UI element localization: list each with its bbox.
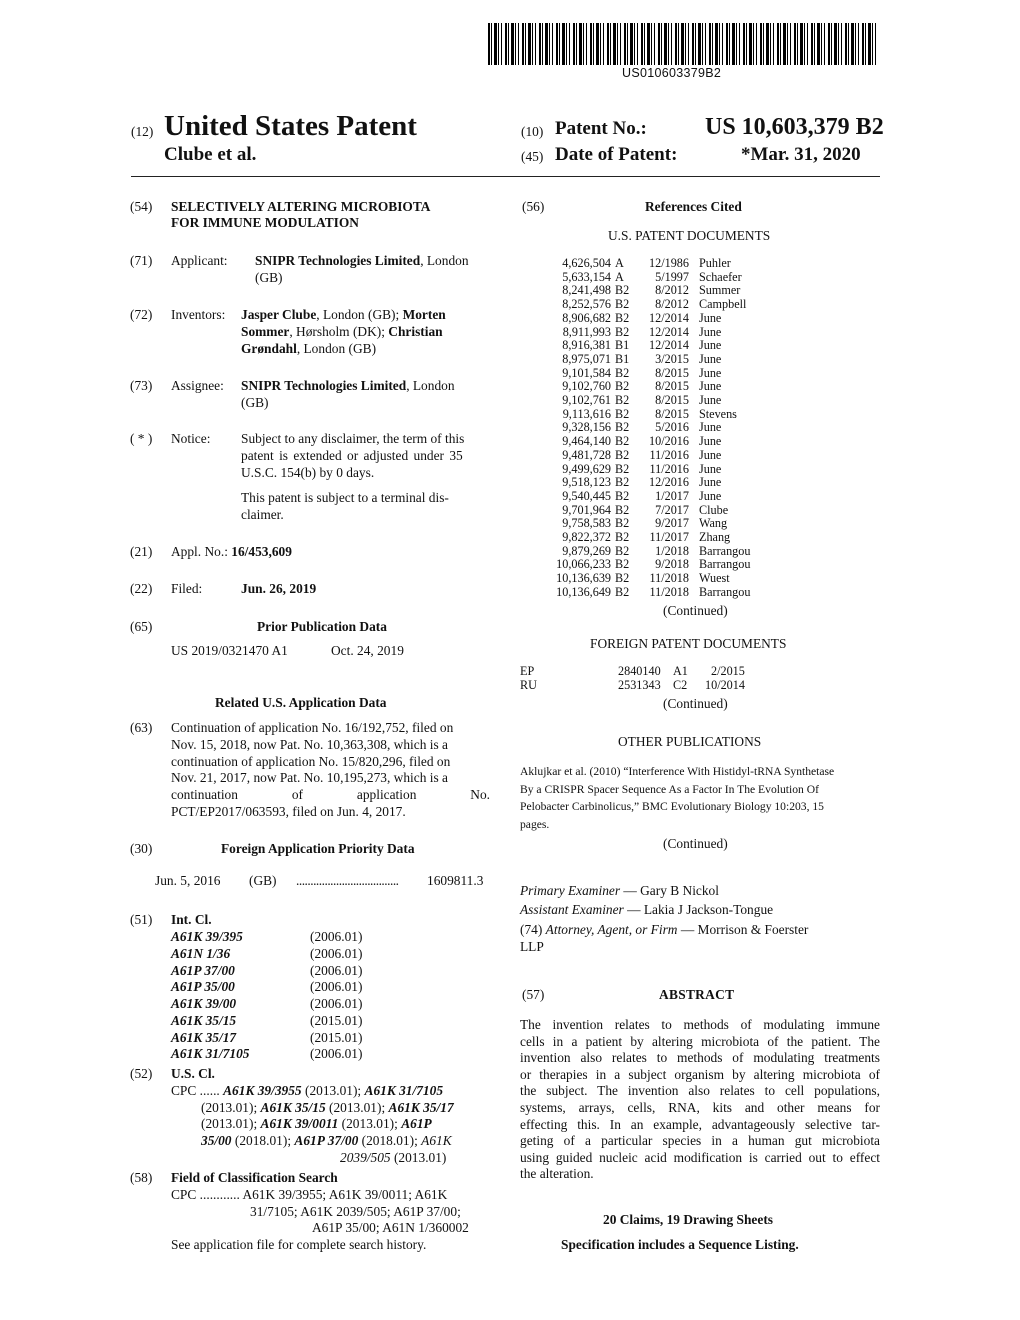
us-ref-row [533, 531, 793, 545]
us-ref-inventor: Stevens [699, 406, 737, 421]
patent-type-title: United States Patent [164, 110, 417, 142]
abstract-line: effecting this. In an example, advantageously selective tar- [520, 1116, 880, 1132]
us-ref-number: 9,102,760 [562, 379, 611, 394]
foreign-date: 10/2014 [705, 678, 745, 692]
int-class-year: (2015.01) [310, 1030, 363, 1045]
related-w1: continuation [171, 787, 238, 802]
prior-publication-date: Oct. 24, 2019 [331, 643, 404, 658]
us-ref-number: 9,499,629 [562, 461, 611, 476]
int-class-year: (2006.01) [310, 946, 363, 961]
us-ref-date: 1/2017 [655, 488, 689, 503]
attorney [520, 922, 808, 939]
us-ref-date: 3/2015 [655, 351, 689, 366]
us-ref-inventor: June [699, 365, 722, 380]
us-ref-row [533, 380, 793, 394]
us-ref-number: 9,518,123 [562, 475, 611, 490]
us-ref-number: 9,540,445 [562, 488, 611, 503]
int-class-year: (2006.01) [310, 963, 363, 978]
us-ref-kind: B2 [615, 393, 630, 407]
us-ref-number: 8,906,682 [562, 310, 611, 325]
code-72: (72) [130, 307, 153, 322]
attorney-line-2: LLP [520, 939, 544, 954]
us-cl-c6a: A61P [401, 1116, 432, 1131]
us-cl-dots: ...... [199, 1083, 220, 1098]
us-ref-date: 12/1986 [649, 256, 689, 270]
us-ref-kind: B2 [615, 310, 630, 325]
foreign-kind: C2 [673, 678, 688, 692]
us-ref-row [533, 558, 793, 572]
foreign-country: RU [520, 678, 537, 692]
references-heading: References Cited [645, 199, 742, 214]
us-ref-kind: B1 [615, 351, 630, 366]
us-cl-y8: (2013.01) [393, 1150, 447, 1165]
us-ref-inventor: Zhang [699, 530, 731, 544]
inventor-short: Clube et al. [164, 144, 257, 165]
us-ref-date: 11/2016 [649, 461, 689, 476]
us-ref-date: 11/2018 [649, 571, 689, 586]
us-ref-kind: A [615, 256, 624, 270]
us-ref-row [533, 284, 793, 298]
us-ref-inventor: June [699, 379, 722, 394]
us-cl-heading: U.S. Cl. [171, 1066, 215, 1081]
us-ref-row [533, 408, 793, 422]
assistant-examiner-name: — Lakia J Jackson-Tongue [623, 902, 774, 917]
code-58: (58) [130, 1170, 153, 1185]
us-cl-line-4 [201, 1133, 452, 1150]
code-56: (56) [522, 199, 545, 214]
int-class-code: A61N 1/36 [171, 946, 231, 961]
code-63: (63) [130, 720, 153, 735]
other-pub-line-2: By a CRISPR Spacer Sequence As a Factor In The Evolution Of [520, 783, 819, 796]
field-search-line-4: See application file for complete search history. [171, 1237, 427, 1252]
int-class-year: (2006.01) [310, 1046, 363, 1061]
inventor-2b: Sommer [241, 324, 290, 339]
applicant [255, 253, 469, 270]
us-ref-inventor: June [699, 475, 722, 490]
notice-line-3: U.S.C. 154(b) by 0 days. [241, 465, 375, 480]
barcode [488, 23, 878, 65]
continued-2: (Continued) [663, 696, 728, 711]
us-cl-c1: A61K 39/3955 [223, 1083, 302, 1098]
us-ref-row [533, 517, 793, 531]
code-71: (71) [130, 253, 153, 268]
applicant-location: , London [420, 253, 469, 268]
related-heading: Related U.S. Application Data [215, 695, 387, 710]
us-ref-date: 9/2017 [655, 516, 689, 531]
inventors-line-2 [241, 324, 443, 341]
us-ref-inventor: June [699, 351, 722, 366]
priority-country: (GB) [249, 873, 277, 888]
us-ref-row [533, 545, 793, 559]
us-ref-kind: B2 [615, 406, 630, 421]
us-ref-date: 8/2015 [655, 365, 689, 380]
abstract-heading: ABSTRACT [659, 987, 735, 1002]
us-ref-number: 5,633,154 [562, 269, 611, 284]
assignee-location: , London [406, 378, 455, 393]
us-ref-inventor: Barrangou [699, 543, 751, 558]
assignee-country: (GB) [241, 395, 269, 410]
us-ref-number: 8,252,576 [562, 297, 611, 312]
claims-summary: 20 Claims, 19 Drawing Sheets [603, 1212, 773, 1227]
us-ref-row [533, 271, 793, 285]
inventor-3a: Christian [388, 324, 443, 339]
header-rule [131, 176, 880, 177]
related-line-6: PCT/EP2017/063593, filed on Jun. 4, 2017. [171, 804, 406, 819]
field-search-heading: Field of Classification Search [171, 1170, 338, 1185]
related-line-4: Nov. 21, 2017, now Pat. No. 10,195,273, which is a [171, 770, 448, 785]
inventor-1: Jasper Clube [241, 307, 317, 322]
us-ref-kind: B2 [615, 557, 630, 572]
us-ref-number: 9,822,372 [562, 530, 611, 544]
inventors-line-1 [241, 307, 446, 324]
assignee-label: Assignee: [171, 378, 224, 393]
continued-3: (Continued) [663, 836, 728, 851]
appl-no-label: Appl. No.: [171, 544, 228, 559]
attorney-name: — Morrison & Foerster [677, 922, 809, 937]
int-class-code: A61K 39/00 [171, 996, 237, 1011]
int-class-code: A61K 39/395 [171, 929, 243, 944]
us-ref-kind: A [615, 269, 624, 284]
inventor-3b: Grøndahl [241, 341, 297, 356]
us-cl-y1: (2013.01); [304, 1083, 362, 1098]
us-ref-number: 4,626,504 [562, 256, 611, 270]
primary-examiner-label: Primary Examiner [520, 883, 621, 898]
foreign-priority-heading: Foreign Application Priority Data [221, 841, 415, 856]
us-ref-kind: B2 [615, 461, 630, 476]
us-cl-c2: A61K 31/7105 [364, 1083, 444, 1098]
us-cl-y2: (2013.01); [201, 1100, 258, 1115]
us-ref-row [533, 326, 793, 340]
us-ref-date: 8/2015 [655, 393, 689, 407]
us-ref-row [533, 394, 793, 408]
us-ref-row [533, 463, 793, 477]
title-line-2: FOR IMMUNE MODULATION [171, 215, 359, 230]
us-cl-c5: A61K 39/0011 [260, 1116, 339, 1131]
other-pub-line-3: Pelobacter Carbinolicus,” BMC Evolutionary Biology 10:203, 15 [520, 800, 824, 813]
code-52: (52) [130, 1066, 153, 1081]
us-ref-number: 8,911,993 [562, 324, 611, 339]
us-ref-kind: B2 [615, 420, 630, 435]
us-ref-number: 8,241,498 [562, 283, 611, 298]
notice-label: Notice: [171, 431, 211, 446]
int-class-year: (2006.01) [310, 979, 363, 994]
us-ref-number: 9,464,140 [562, 434, 611, 449]
us-ref-number: 10,066,233 [556, 557, 611, 572]
us-ref-inventor: June [699, 420, 722, 435]
us-cl-c3: A61K 35/15 [260, 1100, 326, 1115]
us-ref-kind: B2 [615, 530, 630, 544]
priority-number: 1609811.3 [427, 873, 484, 888]
us-ref-kind: B2 [615, 475, 630, 490]
field-search-line-3: A61P 35/00; A61N 1/360002 [312, 1220, 469, 1235]
us-ref-inventor: June [699, 324, 722, 339]
us-ref-number: 9,113,616 [562, 406, 611, 421]
abstract-line: systems, arrays, cells, RNA, kits and other means for [520, 1100, 880, 1115]
related-w3: application [356, 787, 417, 802]
us-ref-date: 12/2014 [649, 310, 689, 325]
related-line-3: continuation of application No. 15/820,296, filed on [171, 754, 451, 769]
notice-line-5: claimer. [241, 507, 284, 522]
us-ref-inventor: June [699, 434, 722, 449]
us-ref-kind: B2 [615, 434, 630, 449]
code-65: (65) [130, 619, 153, 634]
int-class-year: (2015.01) [310, 1013, 363, 1028]
abstract-line: cells in a patient by altering microbiota of the patient. The [520, 1033, 880, 1049]
us-ref-inventor: Wang [699, 516, 728, 531]
abstract-line: invention also relates to methods of modulating treatments [520, 1050, 880, 1066]
code-45: (45) [521, 149, 544, 164]
code-51: (51) [130, 912, 153, 927]
us-ref-row [533, 257, 793, 271]
code-notice: ( * ) [130, 431, 153, 446]
us-ref-inventor: Puhler [699, 256, 731, 270]
us-ref-inventor: Schaefer [699, 269, 742, 284]
foreign-kind: A1 [673, 664, 688, 678]
field-search-line-2: 31/7105; A61K 2039/505; A61P 37/00; [250, 1204, 461, 1219]
us-cl-c6b: 35/00 [201, 1133, 232, 1148]
us-ref-number: 10,136,639 [556, 571, 611, 586]
int-class-code: A61K 35/17 [171, 1030, 237, 1045]
us-ref-row [533, 490, 793, 504]
notice-line-1: Subject to any disclaimer, the term of this [241, 431, 465, 446]
us-ref-number: 9,758,583 [562, 516, 611, 531]
inventor-2-loc: , Hørsholm (DK); [289, 324, 389, 339]
int-class-code: A61K 35/15 [171, 1013, 237, 1028]
us-ref-date: 12/2014 [649, 338, 689, 353]
barcode-number: US010603379B2 [622, 66, 722, 80]
us-ref-row [533, 353, 793, 367]
us-ref-date: 8/2015 [655, 406, 689, 421]
int-cl-heading: Int. Cl. [171, 912, 212, 927]
other-pub-line-4: pages. [520, 818, 550, 831]
us-ref-number: 8,916,381 [562, 338, 611, 353]
priority-date: Jun. 5, 2016 [155, 873, 221, 888]
us-ref-date: 9/2018 [655, 557, 689, 572]
us-ref-inventor: Clube [699, 502, 729, 517]
us-ref-date: 11/2017 [649, 530, 689, 544]
primary-examiner [520, 883, 719, 900]
abstract-line: The invention relates to methods of modulating immune [520, 1017, 880, 1032]
inventor-3-loc: , London (GB) [296, 341, 377, 356]
notice-line-4: This patent is subject to a terminal dis- [241, 490, 449, 505]
us-cl-c7: A61P 37/00 [294, 1133, 359, 1148]
primary-examiner-name: — Gary B Nickol [620, 883, 719, 898]
us-ref-inventor: June [699, 447, 722, 462]
other-publications-heading: OTHER PUBLICATIONS [618, 734, 762, 749]
us-ref-kind: B2 [615, 297, 630, 312]
us-ref-inventor: Barrangou [699, 584, 751, 599]
us-ref-date: 10/2016 [649, 434, 689, 449]
us-cl-y6: (2018.01); [234, 1133, 292, 1148]
related-line-5 [171, 787, 490, 804]
us-ref-inventor: June [699, 488, 722, 503]
us-ref-row [533, 504, 793, 518]
filed-date: Jun. 26, 2019 [241, 581, 317, 596]
us-ref-number: 9,879,269 [562, 543, 611, 558]
assistant-examiner-label: Assistant Examiner [520, 902, 624, 917]
us-ref-kind: B1 [615, 338, 630, 353]
patent-no-label: Patent No.: [555, 118, 647, 139]
code-22: (22) [130, 581, 153, 596]
related-line-2: Nov. 15, 2018, now Pat. No. 10,363,308, which is a [171, 737, 448, 752]
us-ref-date: 5/2016 [655, 420, 689, 435]
us-ref-inventor: June [699, 461, 722, 476]
us-ref-date: 11/2018 [649, 584, 689, 599]
us-cl-y7: (2018.01); [361, 1133, 418, 1148]
notice-line-2: patent is extended or adjusted under 35 [241, 448, 463, 463]
us-ref-inventor: Campbell [699, 297, 747, 312]
inventors-line-3 [241, 341, 376, 358]
us-ref-inventor: June [699, 393, 722, 407]
us-ref-kind: B2 [615, 365, 630, 380]
us-ref-date: 7/2017 [655, 502, 689, 517]
us-cl-line-2 [201, 1100, 454, 1117]
other-pub-line-1: Aklujkar et al. (2010) “Interference With Histidyl-tRNA Synthetase [520, 765, 835, 778]
inventor-1-loc: , London (GB); [316, 307, 403, 322]
field-search-line-1: CPC ............ A61K 39/3955; A61K 39/0011; A61K [171, 1187, 448, 1202]
related-w4: No. [470, 787, 490, 802]
us-ref-date: 12/2016 [649, 475, 689, 490]
us-ref-kind: B2 [615, 488, 630, 503]
code-73: (73) [130, 378, 153, 393]
foreign-patent-docs-heading: FOREIGN PATENT DOCUMENTS [590, 636, 787, 651]
us-ref-date: 12/2014 [649, 324, 689, 339]
abstract-line: using guided nucleic acid modification is carried out to effect [520, 1149, 880, 1165]
us-ref-row [533, 298, 793, 312]
date-label: Date of Patent: [555, 144, 678, 165]
us-ref-kind: B2 [615, 379, 630, 394]
us-cl-line-5 [340, 1150, 446, 1167]
us-ref-row [533, 435, 793, 449]
abstract-line: or therapies in a subject organism by altering microbiota of [520, 1066, 880, 1082]
us-ref-row [533, 476, 793, 490]
us-ref-inventor: Summer [699, 283, 741, 298]
abstract-line: geting of a particular species in a human gut microbiota [520, 1133, 880, 1149]
us-ref-date: 11/2016 [649, 447, 689, 462]
us-ref-number: 9,102,761 [562, 393, 611, 407]
us-ref-row [533, 421, 793, 435]
appl-no [171, 544, 292, 561]
us-ref-row [533, 586, 793, 600]
foreign-ref-row [520, 679, 780, 693]
code-10: (10) [521, 124, 544, 139]
foreign-number: 2531343 [618, 678, 661, 692]
inventor-2a: Morten [402, 307, 446, 322]
us-ref-kind: B2 [615, 502, 630, 517]
int-class-year: (2006.01) [310, 929, 363, 944]
us-ref-inventor: June [699, 338, 722, 353]
assistant-examiner [520, 902, 773, 919]
us-cl-y5: (2013.01); [341, 1116, 398, 1131]
continued-1: (Continued) [663, 603, 728, 618]
date-of-patent: *Mar. 31, 2020 [741, 144, 861, 165]
us-cl-c4: A61K 35/17 [388, 1100, 454, 1115]
code-54: (54) [130, 199, 153, 214]
us-ref-kind: B2 [615, 584, 630, 599]
foreign-country: EP [520, 664, 535, 678]
foreign-number: 2840140 [618, 664, 661, 678]
us-ref-number: 9,701,964 [562, 502, 611, 517]
us-ref-date: 8/2012 [655, 297, 689, 312]
sequence-listing-note: Specification includes a Sequence Listing. [561, 1237, 799, 1252]
assignee-name: SNIPR Technologies Limited [241, 378, 407, 393]
us-cl-y3: (2013.01); [329, 1100, 386, 1115]
filed-label: Filed: [171, 581, 203, 596]
foreign-ref-row [520, 665, 780, 679]
assignee [241, 378, 455, 395]
foreign-date: 2/2015 [711, 664, 745, 678]
us-ref-kind: B2 [615, 447, 630, 462]
us-ref-date: 1/2018 [655, 543, 689, 558]
abstract-line: the subject. The invention also relates to cell populations, [520, 1083, 880, 1099]
priority-dots: .................................... [296, 873, 399, 888]
code-57: (57) [522, 987, 545, 1002]
us-ref-kind: B2 [615, 283, 630, 298]
us-ref-row [533, 367, 793, 381]
us-cl-y4: (2013.01); [201, 1116, 258, 1131]
related-w2: of [291, 787, 303, 802]
applicant-name: SNIPR Technologies Limited [255, 253, 421, 268]
us-ref-kind: B2 [615, 571, 630, 586]
appl-no-value: 16/453,609 [231, 544, 292, 559]
patent-number: US 10,603,379 B2 [705, 114, 884, 140]
us-ref-row [533, 312, 793, 326]
us-cl-line-1 [171, 1083, 443, 1100]
us-cl-cpc: CPC [171, 1083, 197, 1098]
us-ref-kind: B2 [615, 516, 630, 531]
code-12: (12) [131, 124, 154, 139]
title-line-1: SELECTIVELY ALTERING MICROBIOTA [171, 199, 431, 214]
us-ref-date: 5/1997 [655, 269, 689, 284]
us-ref-inventor: Barrangou [699, 557, 751, 572]
attorney-code: (74) [520, 922, 546, 937]
us-ref-row [533, 339, 793, 353]
applicant-label: Applicant: [171, 253, 228, 268]
inventors-label: Inventors: [171, 307, 226, 322]
us-ref-row [533, 449, 793, 463]
us-ref-number: 8,975,071 [562, 351, 611, 366]
related-line-1: Continuation of application No. 16/192,752, filed on [171, 720, 454, 735]
attorney-label: Attorney, Agent, or Firm [545, 922, 678, 937]
us-ref-number: 9,328,156 [562, 420, 611, 435]
us-cl-c8a: A61K [421, 1133, 452, 1148]
prior-publication-heading: Prior Publication Data [257, 619, 387, 634]
abstract-line: the alteration. [520, 1166, 594, 1182]
us-cl-line-3 [201, 1116, 432, 1133]
us-patent-docs-heading: U.S. PATENT DOCUMENTS [608, 228, 771, 243]
us-ref-number: 9,481,728 [562, 447, 611, 462]
int-class-year: (2006.01) [310, 996, 363, 1011]
us-ref-number: 10,136,649 [556, 584, 611, 599]
int-class-code: A61K 31/7105 [171, 1046, 250, 1061]
code-21: (21) [130, 544, 153, 559]
us-ref-date: 8/2015 [655, 379, 689, 394]
us-ref-inventor: Wuest [699, 571, 730, 586]
us-ref-kind: B2 [615, 543, 630, 558]
applicant-country: (GB) [255, 270, 283, 285]
us-ref-inventor: June [699, 310, 722, 325]
us-ref-number: 9,101,584 [562, 365, 611, 380]
code-30: (30) [130, 841, 153, 856]
int-class-code: A61P 35/00 [171, 979, 235, 994]
int-class-code: A61P 37/00 [171, 963, 235, 978]
prior-publication-number: US 2019/0321470 A1 [171, 643, 288, 658]
us-ref-date: 8/2012 [655, 283, 689, 298]
us-ref-row [533, 572, 793, 586]
us-cl-c8b: 2039/505 [340, 1150, 391, 1165]
us-ref-kind: B2 [615, 324, 630, 339]
